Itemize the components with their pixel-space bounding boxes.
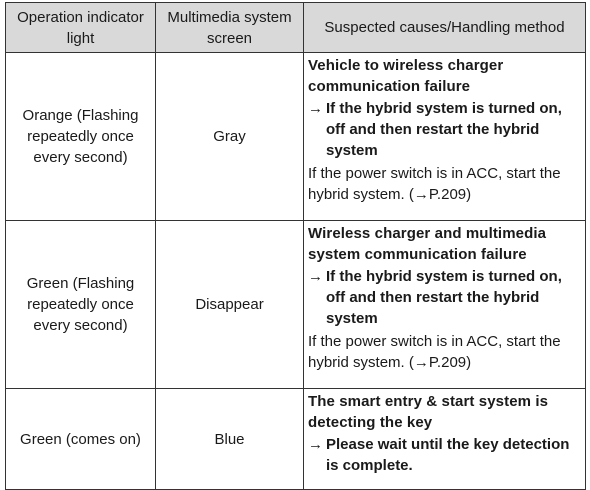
table-row	[6, 53, 586, 221]
arrow-icon: →	[308, 436, 323, 453]
arrow-icon: →	[308, 100, 323, 117]
action-line	[308, 266, 581, 329]
causes-cell	[304, 221, 586, 389]
header-row	[6, 3, 586, 53]
causes-cell	[304, 389, 586, 490]
screen-cell: Disappear	[156, 221, 304, 389]
action-text: Please wait until the key detection is complete.	[326, 436, 570, 474]
cause-title: Wireless charger and multimedia system communication failure	[308, 225, 547, 263]
cause-title: Vehicle to wireless charger communication failure	[308, 57, 504, 95]
action-text: If the hybrid system is turned on, off and then restart the hybrid system	[326, 268, 562, 327]
troubleshooting-table	[5, 2, 586, 490]
note-text: If the power switch is in ACC, start the hybrid system. (→P.209)	[308, 165, 561, 203]
action-text: If the hybrid system is turned on, off and then restart the hybrid system	[326, 100, 562, 159]
table-header	[6, 3, 586, 53]
indicator-cell: Green (comes on)	[6, 389, 156, 490]
cause-title: The smart entry & start system is detecting the key	[308, 393, 549, 431]
screen-cell: Gray	[156, 53, 304, 221]
header-suspected-causes: Suspected causes/Handling method	[304, 3, 586, 53]
table-row	[6, 389, 586, 490]
screen-cell: Blue	[156, 389, 304, 490]
header-multimedia-system-screen: Multimedia system screen	[156, 3, 304, 53]
header-operation-indicator-light: Operation indicator light	[6, 3, 156, 53]
table-row	[6, 221, 586, 389]
action-line	[308, 434, 581, 476]
arrow-icon: →	[308, 268, 323, 285]
indicator-cell: Green (Flashing repeatedly once every second)	[6, 221, 156, 389]
note-text: If the power switch is in ACC, start the hybrid system. (→P.209)	[308, 333, 561, 371]
indicator-cell: Orange (Flashing repeatedly once every second)	[6, 53, 156, 221]
causes-cell	[304, 53, 586, 221]
action-line	[308, 98, 581, 161]
